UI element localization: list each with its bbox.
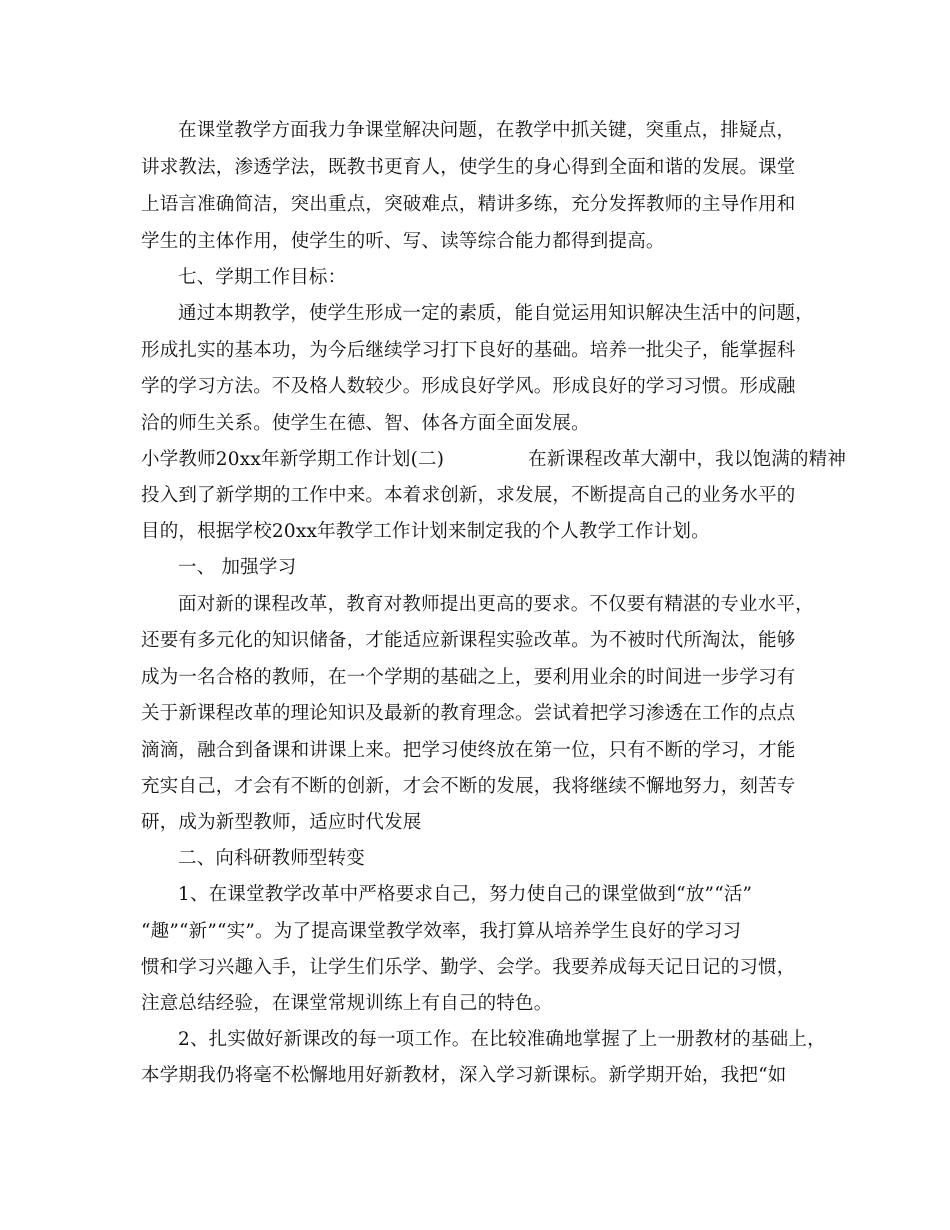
paragraph-line: 面对新的课程改革，教育对教师提出更高的要求。不仅要有精湛的专业水平， — [178, 594, 814, 615]
title-line — [141, 448, 846, 472]
paragraph-line: 上语言准确简洁，突出重点，突破难点，精讲多练，充分发挥教师的主导作用和 — [141, 194, 796, 215]
paragraph-line: 通过本期教学，使学生形成一定的素质，能自觉运用知识解决生活中的问题， — [178, 303, 814, 324]
paragraph-line: 在课堂教学方面我力争课堂解决问题，在教学中抓关键，突重点，排疑点， — [178, 120, 796, 141]
paragraph-line: 关于新课程改革的理论知识及最新的教育理念。尝试着把学习渗透在工作的点点 — [141, 703, 796, 724]
paragraph-text: 在新课程改革大潮中，我以饱满的精神 — [528, 449, 847, 470]
paragraph-line: 学的学习方法。不及格人数较少。形成良好学风。形成良好的学习习惯。形成融 — [141, 376, 796, 397]
section-heading: 二、向科研教师型转变 — [178, 848, 366, 869]
paragraph-line: 1、在课堂教学改革中严格要求自己，努力使自己的课堂做到“放”“活” — [178, 884, 753, 905]
paragraph-line: 学生的主体作用，使学生的听、写、读等综合能力都得到提高。 — [141, 231, 665, 252]
paragraph-line: 滴滴，融合到备课和讲课上来。把学习使终放在第一位，只有不断的学习，才能 — [141, 740, 796, 761]
paragraph-line: 目的，根据学校20xx年教学工作计划来制定我的个人教学工作计划。 — [141, 521, 710, 542]
paragraph-line: 洽的师生关系。使学生在德、智、体各方面全面发展。 — [141, 413, 590, 434]
paragraph-line: 注意总结经验，在课堂常规训练上有自己的特色。 — [141, 993, 553, 1014]
paragraph-line: 充实自己，才会有不断的创新，才会不断的发展，我将继续不懈地努力，刻苦专 — [141, 776, 796, 797]
paragraph-line: 研，成为新型教师，适应时代发展 — [141, 812, 422, 833]
paragraph-line: 投入到了新学期的工作中来。本着求创新，求发展，不断提高自己的业务水平的 — [141, 485, 796, 506]
paragraph-line: 2、扎实做好新课改的每一项工作。在比较准确地掌握了上一册教材的基础上， — [178, 1029, 826, 1050]
paragraph-line: 还要有多元化的知识储备，才能适应新课程实验改革。为不被时代所淘汰，能够 — [141, 630, 796, 651]
section-heading: 一、 加强学习 — [178, 557, 297, 578]
paragraph-line: “趣”“新”“实”。为了提高课堂教学效率，我打算从培养学生良好的学习习 — [141, 921, 742, 942]
paragraph-line: 讲求教法，渗透学法，既教书更育人，使学生的身心得到全面和谐的发展。课堂 — [141, 157, 796, 178]
section-heading: 七、学期工作目标： — [178, 267, 347, 288]
paragraph-line: 形成扎实的基本功，为今后继续学习打下良好的基础。培养一批尖子，能掌握科 — [141, 340, 796, 361]
paragraph-line: 惯和学习兴趣入手，让学生们乐学、勤学、会学。我要养成每天记日记的习惯， — [141, 957, 796, 978]
paragraph-line: 本学期我仍将毫不松懈地用好新教材，深入学习新课标。新学期开始，我把“如 — [141, 1065, 787, 1086]
document-section-title: 小学教师20xx年新学期工作计划(二) — [141, 449, 445, 470]
paragraph-line: 成为一名合格的教师，在一个学期的基础之上，要利用业余的时间进一步学习有 — [141, 667, 796, 688]
